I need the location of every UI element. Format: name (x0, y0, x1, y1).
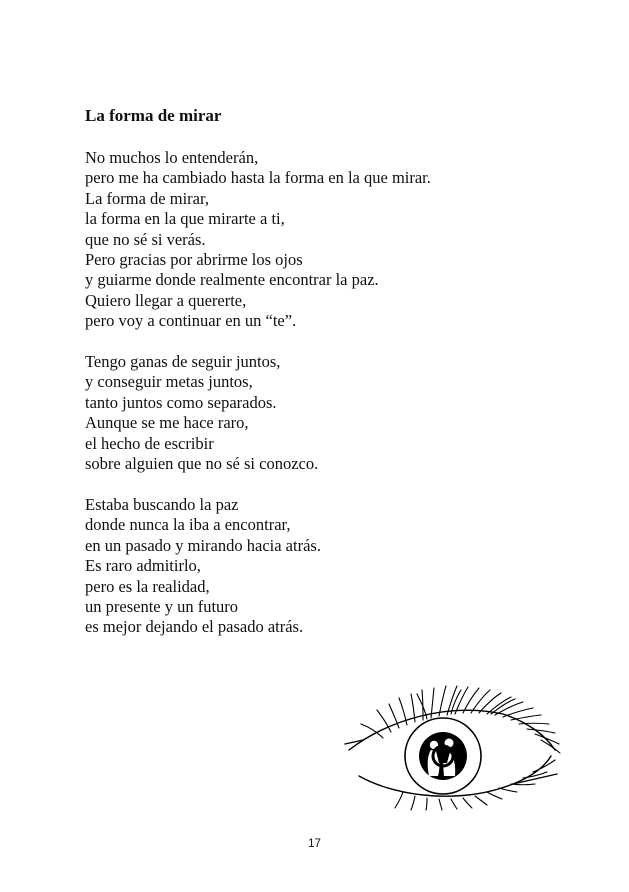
poem-line: pero es la realidad, (85, 576, 210, 596)
stanza-1 (85, 148, 431, 332)
poem-line: Estaba buscando la paz (85, 494, 239, 514)
poem-line: la forma en la que mirarte a ti, (85, 209, 285, 229)
poem-line: un presente y un futuro (85, 596, 239, 616)
poem-title: La forma de mirar (85, 106, 222, 125)
poem-line: La forma de mirar, (85, 188, 209, 208)
stanza-2 (85, 352, 431, 474)
poem-line: tanto juntos como separados. (85, 392, 277, 412)
stanza-3 (85, 495, 431, 638)
poem-body (85, 148, 431, 658)
poem-line: Es raro admitirlo, (85, 556, 201, 576)
poem-line: pero voy a continuar en un “te”. (85, 311, 297, 331)
eye-illustration (343, 680, 565, 812)
poem-line: sobre alguien que no sé si conozco. (85, 454, 319, 474)
poem-line: Tengo ganas de seguir juntos, (85, 352, 281, 372)
poem-line: Quiero llegar a quererte, (85, 290, 247, 310)
poem-line: en un pasado y mirando hacia atrás. (85, 535, 321, 555)
poem-line: y conseguir metas juntos, (85, 372, 253, 392)
poem-line: Pero gracias por abrirme los ojos (85, 250, 303, 270)
poem-line: Aunque se me hace raro, (85, 413, 249, 433)
poem-line: el hecho de escribir (85, 433, 214, 453)
poem-line: y guiarme donde realmente encontrar la paz. (85, 270, 379, 290)
poem-line: pero me ha cambiado hasta la forma en la que mirar. (85, 168, 431, 188)
page-number: 17 (308, 838, 321, 850)
poem-line: que no sé si verás. (85, 229, 206, 249)
poem-line: donde nunca la iba a encontrar, (85, 515, 291, 535)
poem-line: No muchos lo entenderán, (85, 148, 259, 167)
poem-line: es mejor dejando el pasado atrás. (85, 617, 304, 637)
